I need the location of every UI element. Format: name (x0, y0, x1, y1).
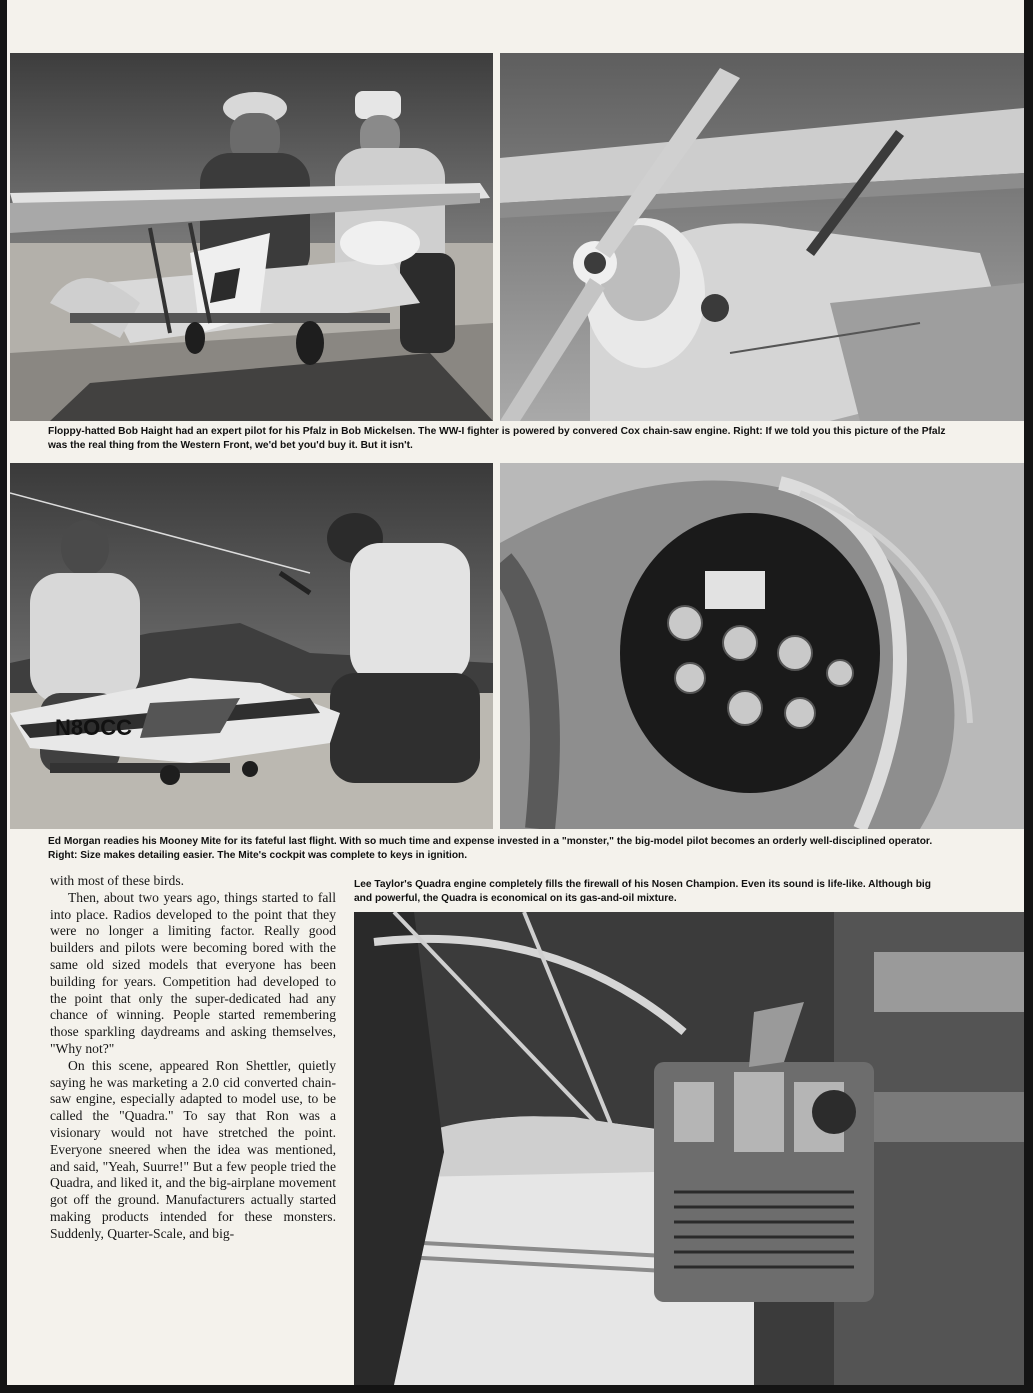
body-paragraph: with most of these birds. (50, 873, 185, 888)
caption-mooney: Ed Morgan readies his Mooney Mite for its fateful last flight. With so much time and expense invested in a "monster," the big-model pilot becomes an orderly well-disciplined operator. Right: Size makes detailing easier. The Mite's cockpit was complete to keys in ignition. (48, 836, 933, 861)
caption-pfalz: Floppy-hatted Bob Haight had an expert pilot for his Pfalz in Bob Mickelsen. The WW-I fighter is powered by convered Cox chain-saw engine. Right: If we told you this picture of the Pfalz was the real thing from the Western Front, we'd bet you'd buy it. But it isn't. (48, 426, 946, 451)
photo-cockpit (500, 463, 1024, 829)
photo-pfalz-closeup (500, 53, 1024, 421)
article-body (50, 873, 336, 1243)
photo-mooney-mite (10, 463, 493, 829)
caption-quadra: Lee Taylor's Quadra engine completely fills the firewall of his Nosen Champion. Even its sound is life-like. Although big and powerful, the Quadra is economical on its gas-and-oil mixture. (354, 879, 931, 904)
body-paragraph: On this scene, appeared Ron Shettler, quietly saying he was marketing a 2.0 cid converted chain-saw engine, especially adapted to model use, to be called the "Quadra." To say that Ron was a visionary would not have stretched the point. Everyone sneered when the idea was mentioned, and said, "Yeah, Suurre!" But a few people tried the Quadra, and liked it, and the big-airplane movement got off the ground. Manufacturers actually started making products intended for these monsters. Suddenly, Quarter-Scale, and big- (50, 1057, 336, 1241)
photo-pfalz-pilots (10, 53, 493, 421)
photo-quadra-engine (354, 912, 1024, 1385)
aircraft-registration: N8OCC (55, 715, 133, 740)
body-paragraph: Then, about two years ago, things started to fall into place. Radios developed to the point that they were no longer a limiting factor. Really good builders and pilots were becoming bored with the same old sized models that everyone has been building for years. Competition had developed to the point that only the super-dedicated had any chance of winning. People started remembering those sparkling daydreams and asking themselves, "Why not?" (50, 889, 336, 1056)
